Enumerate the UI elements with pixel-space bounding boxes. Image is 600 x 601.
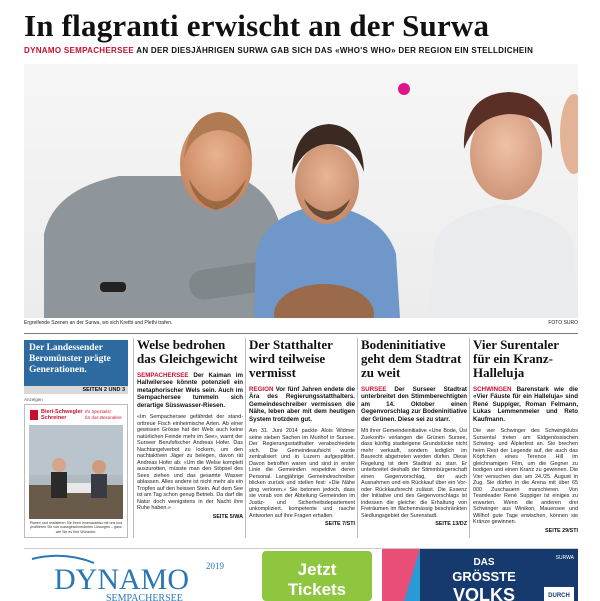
- banner-right-line3: VOLKS: [452, 585, 516, 601]
- promo-page-ref: SEITEN 2 UND 3: [24, 386, 128, 394]
- article-place: SURSEE: [361, 386, 387, 393]
- section-divider: [24, 333, 578, 334]
- article-place: REGION: [249, 386, 274, 393]
- banner-corner: DURCH: [548, 593, 570, 599]
- article-lead-text: Barenstark wie die «Vier Fäuste für ein Halleluja» sind René Suppiger, Roman Felmann, Lukas Lemmenmeier und Reto Kaufmann.: [473, 386, 578, 423]
- article-body: Mit ihrer Gemeindeinitiative «Une Bode, Üsi Zuekonft» verlangen die Grünen Sursee, dass künftig stadteigene Grundstücke nicht mehr verkauft, sondern lediglich im Baurecht abgetreten werden dürfen. Diese Regelung ist dem Stadtrat zu starr. Er unterbreitet deshalb der Stimmbürgerschaft einen Gegenvorschlag, der auch Ausnahmen und ein Rückkauf über ein Vor- oder Rückkaufsrecht zulässt. Die Essenz der Initiative und des Gegenvorschlags ist indessen die gleiche: die Erhaltung von Freiräumen im flächenmässig beschränkten Siedlungsgebiet der Surenstadt.: [361, 428, 467, 519]
- article-body: Am 31. Juni 2014 packte Alois Widmer seine sieben Sachen im Murihof in Sursee. Der Regierungsstatthalter verabschiedete sich. Die Gemeindeaufsicht wurde zentralisiert und in Luzern aufgesplittet. Davon betroffen waren und sind in erster Linie die Gemeinden respektive deren Personal. Langjährige Gemeindeschreiber blicken zurück und stellen fest: «Die Nähe ging verloren.» Sie betonen jedoch, dass sie vorab von der Abteilung Gemeinden im Justiz- und Sicherheitsdepartement unkompliziert, kompetente und rasche Antworten auf ihre Fragen erhalten.: [249, 428, 355, 519]
- article-schwingen[interactable]: [473, 338, 578, 534]
- article-place: SEMPACHERSEE: [137, 372, 189, 379]
- bottom-banner-ad[interactable]: [24, 548, 578, 601]
- page-headline: In flagranti erwischt an der Surwa: [24, 8, 490, 43]
- banner-year: 2019: [206, 561, 224, 571]
- article-body: Die vier Schwinger des Schwingklubs Sursental treten am Eidgenössischen Schwing- und Älplerfest an. Sie brechen heim Rest der Legende auf, der auch das Köpfchen eines Terence Hill im gleichnamigen Film, um die Gegner zu bodigen und einen Kranz zu gewinnen. Die Vier versuchen das am 24./25. August in Zug. Sie dürfen in die Arena mit über 65 000 Zuschauern marschieren. Von Teamleader René Suppiger ist einiges zu erwarten. Wenn die anderen drei Schwinger aus Winikon, Mauensee und Willhof gute Tage erwischen, können sie Kränze gewinnen.: [473, 428, 578, 526]
- ad-tagline: [85, 409, 122, 420]
- article-statthalter[interactable]: [249, 338, 355, 527]
- article-page-ref: SEITE 5/WA: [212, 513, 243, 520]
- brand-logo-icon: [30, 410, 38, 420]
- article-title[interactable]: Bodeninitiative geht dem Stadtrat zu weit: [361, 337, 462, 380]
- banner-artwork: [24, 549, 578, 601]
- ad-photo-illustration: [29, 425, 123, 519]
- banner-cta-line2[interactable]: Tickets: [287, 580, 347, 599]
- advertisement-box[interactable]: [24, 404, 128, 538]
- article-place: SCHWINGEN: [473, 386, 512, 393]
- article-lead: [137, 372, 243, 409]
- photo-credit: FOTO SURO: [548, 320, 578, 326]
- main-photo: [24, 64, 578, 318]
- article-page-ref: SEITE 13/DZ: [435, 521, 467, 528]
- kicker-text: AN DER DIESJÄHRIGEN SURWA GAB SICH DAS «WHO'S WHO» DER REGION EIN STELLDICHEIN: [136, 46, 534, 55]
- headline-kicker: [24, 46, 584, 55]
- ad-brand-line2: Schreiner: [41, 415, 67, 421]
- ad-tagline-line1: Ihr Spezialist: [85, 409, 111, 414]
- photo-caption: Ergreifende Szenen an der Surwa, wo sich Krethi und Plethi trafen.: [24, 320, 173, 326]
- banner-right-line2: GRÖSSTE: [452, 569, 516, 584]
- ad-brand-line1: Bieri-Schwegler: [41, 409, 83, 415]
- banner-sub: SEMPACHERSEE: [106, 593, 183, 601]
- banner-brand: DYNAMO: [54, 563, 189, 596]
- ad-photo: [29, 425, 123, 519]
- article-bodeninitiative[interactable]: [361, 338, 467, 527]
- article-welse[interactable]: [137, 338, 243, 520]
- article-page-ref: SEITE 7/STI: [325, 521, 355, 528]
- ad-label: Anzeigen: [24, 397, 43, 402]
- column-divider: [469, 338, 470, 538]
- banner-cta-line1[interactable]: Jetzt: [297, 560, 337, 579]
- kicker-label: DYNAMO SEMPACHERSEE: [24, 46, 135, 55]
- article-lead: [473, 386, 578, 423]
- ad-footer-text: Planen und realisieren Sie Ihren Innenausbau mit uns und profitieren Sie von massgeschneiderten Lösungen – ganz wie Sie es Ihre Wünsche.: [29, 521, 123, 534]
- article-page-ref: SEITE 29/STI: [545, 527, 578, 534]
- article-lead-text: Der Kaiman im Hallwilersee könnte potenziell ein metaphorischer Wels sein. Auch im Sempachersee tummeln sich derartige Süsswasser-Riesen.: [137, 372, 243, 409]
- column-divider: [357, 338, 358, 538]
- article-lead: [249, 386, 355, 423]
- article-title[interactable]: Vier Surentaler für ein Kranz-Halleluja: [473, 337, 559, 380]
- article-lead-text: Vor fünf Jahren endete die Ära des Regierungsstatthalters. Gemeindeschreiber vermissen die Nähe, leben aber mit dem heutigen System trotzdem gut.: [249, 386, 355, 423]
- column-divider: [133, 338, 134, 538]
- banner-right-line1: DAS: [473, 557, 495, 568]
- ad-brand: [41, 409, 83, 421]
- article-title[interactable]: Welse bedrohen das Gleichgewicht: [137, 337, 238, 366]
- photo-illustration: [24, 64, 578, 318]
- article-lead-text: Der Surseer Stadtrat unterbreitet den Stimmberechtigten am 14. Oktober einen Gegenvorschlag zur Bodeninitiative der Grünen. Diese sei zu starr.: [361, 386, 467, 423]
- ad-tagline-line2: für das Besondere: [85, 414, 122, 420]
- article-title[interactable]: Der Statthalter wird teilweise vermisst: [249, 337, 333, 380]
- column-divider: [245, 338, 246, 538]
- promo-box[interactable]: Der Landessender Beromünster prägte Generationen.: [24, 340, 128, 386]
- banner-side: SURWA: [555, 555, 574, 561]
- article-body: «Im Sempachersee gefährdet der stand-orttreue Fisch einheimische Arten. Ab einer gewissen Grösse hat der Wels auch keine natürlichen Feinde mehr im See», warnt der Surseer Berufsfischer Andreas Hofer. Das Nachtangelverbot zu lockern, um den nachtaktiven Jäger zu belegen, davon rät Andreas Hofer ab: «Um die Welse komplett auszurotten, müsste man den Stöpsel des Sees ziehen und das gesamte Wasser ablassen. Alles andere ist nicht mehr als ein Tropfen auf den heissen Stein. Auf dem See ist am Tag schon genug Betrieb. Da darf die Natur doch wenigstens in der Nacht ihre Ruhe haben.»: [137, 414, 243, 512]
- article-lead: [361, 386, 467, 423]
